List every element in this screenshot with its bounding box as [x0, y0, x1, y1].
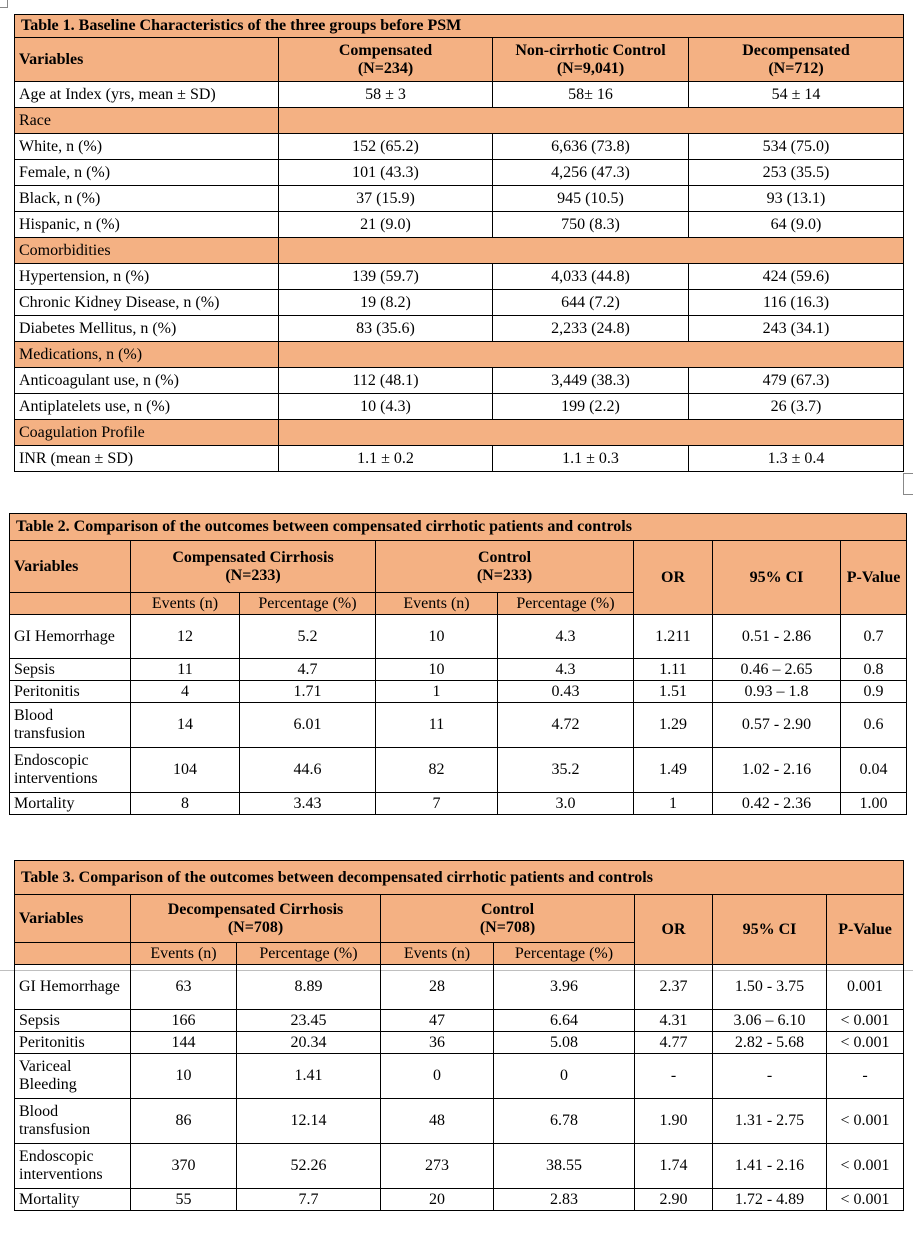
table-cell: 0: [381, 1054, 494, 1099]
table-cell: 26 (3.7): [689, 394, 904, 420]
section-fill: [279, 108, 904, 134]
table-cell: 1.49: [634, 748, 713, 793]
table-cell: 1.29: [634, 703, 713, 748]
table-cell: 0.42 - 2.36: [713, 793, 841, 815]
table-cell: 10 (4.3): [279, 394, 493, 420]
table-cell: 1.72 - 4.89: [713, 1189, 827, 1211]
table-row: [15, 965, 904, 1010]
group-n: (N=233): [476, 566, 533, 584]
column-header-variables: Variables: [15, 38, 279, 82]
table-cell: 1: [634, 793, 713, 815]
table-cell: 424 (59.6): [689, 264, 904, 290]
anchor-marker: [0, 0, 8, 8]
table-cell: 28: [381, 965, 494, 1010]
column-header-or: OR: [635, 895, 713, 965]
section-row: [15, 342, 904, 368]
row-label: Hispanic, n (%): [15, 212, 279, 238]
column-header-percentage: Percentage (%): [498, 593, 634, 615]
table-cell: 370: [131, 1144, 237, 1189]
table-cell: 4.72: [498, 703, 634, 748]
table-caption: Table 2. Comparison of the outcomes between compensated cirrhotic patients and controls: [10, 514, 907, 541]
table-cell: < 0.001: [827, 1010, 904, 1032]
table-cell: 1.74: [635, 1144, 713, 1189]
table-cell: 38.55: [494, 1144, 635, 1189]
table-cell: 12.14: [237, 1099, 381, 1144]
column-header-events: Events (n): [381, 943, 494, 965]
row-label: White, n (%): [15, 134, 279, 160]
table-cell: 0.6: [841, 703, 907, 748]
table-row: [15, 1144, 904, 1189]
table-cell: 3,449 (38.3): [493, 368, 689, 394]
column-header-ci: 95% CI: [713, 895, 827, 965]
table-cell: 6,636 (73.8): [493, 134, 689, 160]
table-cell: 1.41 - 2.16: [713, 1144, 827, 1189]
table-cell: 1.1 ± 0.3: [493, 446, 689, 472]
table-cell: 47: [381, 1010, 494, 1032]
table-cell: 273: [381, 1144, 494, 1189]
group-n: (N=708): [479, 918, 536, 936]
table-row: [15, 368, 904, 394]
table-cell: 11: [131, 659, 240, 681]
table-cell: 44.6: [240, 748, 376, 793]
header-spacer: [15, 943, 131, 965]
section-label: Race: [15, 108, 279, 134]
table-cell: 1.50 - 3.75: [713, 965, 827, 1010]
table-cell: 19 (8.2): [279, 290, 493, 316]
table-cell: 5.08: [494, 1032, 635, 1054]
table-cell: 58 ± 3: [279, 82, 493, 108]
column-header-events: Events (n): [131, 593, 240, 615]
table-cell: 104: [131, 748, 240, 793]
column-header-group: [381, 895, 635, 943]
table-cell: 0.57 - 2.90: [713, 703, 841, 748]
table-cell: 36: [381, 1032, 494, 1054]
row-label: Endoscopic interventions: [10, 748, 131, 793]
table-cell: 1: [376, 681, 498, 703]
table-cell: 10: [376, 615, 498, 659]
group-name: Control: [477, 548, 532, 566]
row-label: Sepsis: [15, 1010, 131, 1032]
row-label: Black, n (%): [15, 186, 279, 212]
table-cell: 0.93 – 1.8: [713, 681, 841, 703]
table-row: [10, 793, 907, 815]
table-row: [15, 1189, 904, 1211]
table-cell: 1.11: [634, 659, 713, 681]
table-cell: 2.90: [635, 1189, 713, 1211]
table-cell: 6.78: [494, 1099, 635, 1144]
table-cell: 86: [131, 1099, 237, 1144]
row-label: Endoscopic interventions: [15, 1144, 131, 1189]
table-cell: 3.06 – 6.10: [713, 1010, 827, 1032]
table-caption: Table 1. Baseline Characteristics of the three groups before PSM: [15, 15, 904, 38]
table-cell: -: [635, 1054, 713, 1099]
section-label: Comorbidities: [15, 238, 279, 264]
table-row: [15, 446, 904, 472]
table-cell: 1.51: [634, 681, 713, 703]
table-cell: 1.41: [237, 1054, 381, 1099]
row-label: Chronic Kidney Disease, n (%): [15, 290, 279, 316]
row-label: GI Hemorrhage: [15, 965, 131, 1010]
column-header-group: [131, 541, 376, 593]
table-cell: 23.45: [237, 1010, 381, 1032]
table-row: [15, 1010, 904, 1032]
table-cell: 0.43: [498, 681, 634, 703]
table-cell: 48: [381, 1099, 494, 1144]
table-cell: 55: [131, 1189, 237, 1211]
section-fill: [279, 238, 904, 264]
column-header-variables: Variables: [10, 541, 131, 593]
table-cell: 1.02 - 2.16: [713, 748, 841, 793]
table-row: [15, 316, 904, 342]
table-cell: 945 (10.5): [493, 186, 689, 212]
table-cell: 0.8: [841, 659, 907, 681]
anchor-marker: [903, 473, 913, 495]
table-cell: 112 (48.1): [279, 368, 493, 394]
group-name: Compensated: [338, 41, 433, 59]
table-cell: -: [827, 1054, 904, 1099]
table-cell: 1.90: [635, 1099, 713, 1144]
table-cell: 83 (35.6): [279, 316, 493, 342]
table-cell: 10: [376, 659, 498, 681]
column-header-variables: Variables: [15, 895, 131, 943]
table-cell: 0.7: [841, 615, 907, 659]
table-cell: 7.7: [237, 1189, 381, 1211]
decompensated-outcomes-table: [14, 860, 904, 1211]
table-cell: 4.7: [240, 659, 376, 681]
table-row: [10, 659, 907, 681]
table-cell: 0.9: [841, 681, 907, 703]
table-row: [15, 1054, 904, 1099]
table-cell: 144: [131, 1032, 237, 1054]
table-cell: 63: [131, 965, 237, 1010]
column-header-group: [376, 541, 634, 593]
header-spacer: [10, 593, 131, 615]
table-cell: 8: [131, 793, 240, 815]
column-header-events: Events (n): [376, 593, 498, 615]
table-row: [15, 394, 904, 420]
row-label: Female, n (%): [15, 160, 279, 186]
table-cell: 2.83: [494, 1189, 635, 1211]
table-cell: 20.34: [237, 1032, 381, 1054]
table-cell: 4.77: [635, 1032, 713, 1054]
column-header-group: [493, 38, 689, 82]
table-row: [10, 615, 907, 659]
column-header-or: OR: [634, 541, 713, 615]
column-header-percentage: Percentage (%): [494, 943, 635, 965]
table-cell: < 0.001: [827, 1144, 904, 1189]
table-cell: 479 (67.3): [689, 368, 904, 394]
table-row: [15, 134, 904, 160]
row-label: Variceal Bleeding: [15, 1054, 131, 1099]
table-cell: 101 (43.3): [279, 160, 493, 186]
section-row: [15, 420, 904, 446]
row-label: Blood transfusion: [15, 1099, 131, 1144]
column-header-group: [279, 38, 493, 82]
group-n: (N=9,041): [556, 59, 625, 77]
table-cell: 35.2: [498, 748, 634, 793]
table-row: [15, 212, 904, 238]
table-row: [15, 1032, 904, 1054]
table-cell: 6.01: [240, 703, 376, 748]
table-cell: 2.82 - 5.68: [713, 1032, 827, 1054]
column-header-group: [131, 895, 381, 943]
table-row: [15, 160, 904, 186]
table-cell: 3.43: [240, 793, 376, 815]
column-header-p-value: P-Value: [841, 541, 907, 615]
table-cell: 253 (35.5): [689, 160, 904, 186]
table-cell: 4.3: [498, 615, 634, 659]
group-n: (N=233): [225, 566, 281, 584]
group-name: Decompensated Cirrhosis: [167, 900, 344, 918]
column-header-percentage: Percentage (%): [240, 593, 376, 615]
table-cell: 7: [376, 793, 498, 815]
table-cell: < 0.001: [827, 1032, 904, 1054]
table-cell: 1.00: [841, 793, 907, 815]
table-cell: 534 (75.0): [689, 134, 904, 160]
column-header-group: [689, 38, 904, 82]
row-label: Mortality: [15, 1189, 131, 1211]
group-name: Non-cirrhotic Control: [515, 41, 666, 59]
column-header-events: Events (n): [131, 943, 237, 965]
table-cell: 199 (2.2): [493, 394, 689, 420]
baseline-characteristics-table: [14, 14, 904, 472]
table-row: [15, 82, 904, 108]
table-cell: 1.1 ± 0.2: [279, 446, 493, 472]
row-label: INR (mean ± SD): [15, 446, 279, 472]
table-cell: 4,256 (47.3): [493, 160, 689, 186]
table-cell: 20: [381, 1189, 494, 1211]
section-row: [15, 238, 904, 264]
row-label: Blood transfusion: [10, 703, 131, 748]
table-cell: 1.3 ± 0.4: [689, 446, 904, 472]
table-cell: 139 (59.7): [279, 264, 493, 290]
table-cell: 4.31: [635, 1010, 713, 1032]
table-cell: 2.37: [635, 965, 713, 1010]
column-header-percentage: Percentage (%): [237, 943, 381, 965]
table-cell: 10: [131, 1054, 237, 1099]
table-cell: 37 (15.9): [279, 186, 493, 212]
table-cell: 21 (9.0): [279, 212, 493, 238]
table-cell: 4.3: [498, 659, 634, 681]
table-row: [15, 264, 904, 290]
table-cell: 152 (65.2): [279, 134, 493, 160]
table-cell: 12: [131, 615, 240, 659]
table-cell: 1.211: [634, 615, 713, 659]
table-cell: 64 (9.0): [689, 212, 904, 238]
table-cell: 0.001: [827, 965, 904, 1010]
table-cell: 1.71: [240, 681, 376, 703]
section-fill: [279, 420, 904, 446]
group-name: Decompensated: [742, 41, 850, 59]
table-cell: 93 (13.1): [689, 186, 904, 212]
table-cell: 52.26: [237, 1144, 381, 1189]
table-cell: 0: [494, 1054, 635, 1099]
table-cell: -: [713, 1054, 827, 1099]
table-cell: 11: [376, 703, 498, 748]
row-label: Anticoagulant use, n (%): [15, 368, 279, 394]
table-row: [10, 681, 907, 703]
group-n: (N=234): [357, 59, 414, 77]
table-cell: 5.2: [240, 615, 376, 659]
table-cell: 243 (34.1): [689, 316, 904, 342]
table-cell: 0.04: [841, 748, 907, 793]
row-label: GI Hemorrhage: [10, 615, 131, 659]
table-row: [10, 703, 907, 748]
row-label: Hypertension, n (%): [15, 264, 279, 290]
table-cell: 166: [131, 1010, 237, 1032]
row-label: Diabetes Mellitus, n (%): [15, 316, 279, 342]
row-label: Age at Index (yrs, mean ± SD): [15, 82, 279, 108]
table-cell: 0.46 – 2.65: [713, 659, 841, 681]
table-cell: 4: [131, 681, 240, 703]
row-label: Mortality: [10, 793, 131, 815]
table-cell: 2,233 (24.8): [493, 316, 689, 342]
table-row: [15, 290, 904, 316]
group-name: Control: [480, 900, 535, 918]
table-row: [15, 186, 904, 212]
column-header-p-value: P-Value: [827, 895, 904, 965]
table-cell: 6.64: [494, 1010, 635, 1032]
section-fill: [279, 342, 904, 368]
table-cell: < 0.001: [827, 1189, 904, 1211]
group-n: (N=708): [227, 918, 284, 936]
table-cell: 8.89: [237, 965, 381, 1010]
table-cell: 3.96: [494, 965, 635, 1010]
column-header-ci: 95% CI: [713, 541, 841, 615]
table-cell: 82: [376, 748, 498, 793]
table-caption: Table 3. Comparison of the outcomes between decompensated cirrhotic patients and controls: [15, 861, 904, 895]
row-label: Peritonitis: [10, 681, 131, 703]
table-row: [10, 748, 907, 793]
table-cell: 750 (8.3): [493, 212, 689, 238]
row-label: Antiplatelets use, n (%): [15, 394, 279, 420]
table-cell: 4,033 (44.8): [493, 264, 689, 290]
table-cell: 14: [131, 703, 240, 748]
table-row: [15, 1099, 904, 1144]
table-cell: 116 (16.3): [689, 290, 904, 316]
table-cell: 3.0: [498, 793, 634, 815]
table-cell: 54 ± 14: [689, 82, 904, 108]
group-n: (N=712): [768, 59, 824, 77]
table-cell: 0.51 - 2.86: [713, 615, 841, 659]
compensated-outcomes-table: [9, 513, 907, 815]
table-cell: 644 (7.2): [493, 290, 689, 316]
table-cell: 58± 16: [493, 82, 689, 108]
table-cell: < 0.001: [827, 1099, 904, 1144]
row-label: Peritonitis: [15, 1032, 131, 1054]
row-label: Sepsis: [10, 659, 131, 681]
group-name: Compensated Cirrhosis: [172, 548, 334, 566]
section-label: Medications, n (%): [15, 342, 279, 368]
section-label: Coagulation Profile: [15, 420, 279, 446]
table-cell: 1.31 - 2.75: [713, 1099, 827, 1144]
section-row: [15, 108, 904, 134]
